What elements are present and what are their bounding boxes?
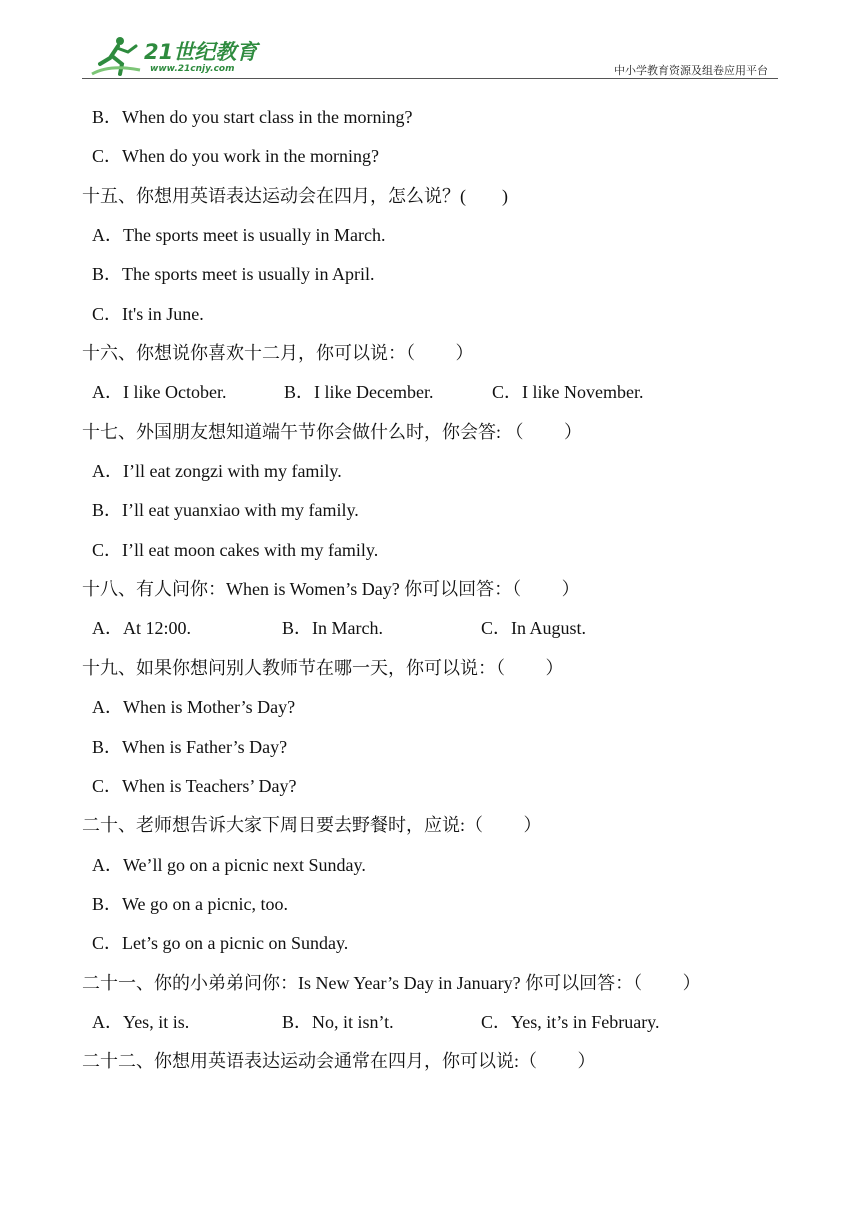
answer-option: A．I’ll eat zongzi with my family.	[92, 461, 342, 482]
question-stem: 二十二、你想用英语表达运动会通常在四月，你可以说:（ ）	[82, 1051, 596, 1072]
question-stem: 十七、外国朋友想知道端午节你会做什么时，你会答: （ ）	[82, 421, 582, 442]
header-divider	[82, 78, 778, 79]
answer-option: B．The sports meet is usually in April.	[92, 264, 375, 285]
answer-option: A．The sports meet is usually in March.	[92, 225, 386, 246]
answer-option: A．When is Mother’s Day?	[92, 697, 296, 718]
answer-option: C．It's in June.	[92, 303, 204, 324]
answer-option-row	[82, 609, 782, 648]
answer-option-row	[82, 1003, 782, 1042]
answer-option: A．At 12:00.	[92, 618, 191, 639]
answer-option: C．In August.	[481, 618, 587, 639]
question-list	[82, 98, 782, 1082]
answer-option: C．Yes, it’s in February.	[481, 1011, 660, 1032]
site-slogan: 中小学教育资源及组卷应用平台	[614, 64, 768, 77]
answer-option: B．I’ll eat yuanxiao with my family.	[92, 500, 359, 521]
question-stem: 十九、如果你想问别人教师节在哪一天，你可以说：（ ）	[82, 657, 564, 678]
logo	[90, 34, 270, 78]
answer-option: B．We go on a picnic, too.	[92, 893, 289, 914]
question-stem: 二十一、你的小弟弟问你：Is New Year’s Day in January? 你可以回答：（ ）	[82, 972, 701, 993]
logo-url: www.21cnjy.com	[150, 64, 235, 74]
runner-logo-icon	[90, 34, 142, 78]
question-stem: 十六、你想说你喜欢十二月，你可以说：（ ）	[82, 343, 474, 364]
question-stem: 十八、有人问你：When is Women’s Day? 你可以回答：（ ）	[82, 579, 580, 600]
question-stem: 十五、你想用英语表达运动会在四月，怎么说？( )	[82, 185, 508, 206]
answer-option: B．No, it isn’t.	[282, 1011, 394, 1032]
answer-option: A．We’ll go on a picnic next Sunday.	[92, 854, 366, 875]
page-header	[82, 30, 778, 82]
answer-option: A．I like October.	[92, 382, 227, 403]
answer-option: B．When do you start class in the morning?	[92, 107, 413, 127]
answer-option: A．Yes, it is.	[92, 1011, 190, 1032]
question-stem: 二十、老师想告诉大家下周日要去野餐时，应说:（ ）	[82, 815, 542, 836]
answer-option: C．Let’s go on a picnic on Sunday.	[92, 933, 349, 954]
answer-option-row	[82, 373, 782, 412]
answer-option: C．When do you work in the morning?	[92, 146, 379, 167]
logo-text: 21世纪教育	[144, 40, 258, 64]
answer-option: C．I’ll eat moon cakes with my family.	[92, 539, 379, 560]
answer-option: B．I like December.	[284, 382, 434, 403]
answer-option: C．I like November.	[492, 382, 644, 403]
answer-option: B．In March.	[282, 618, 383, 639]
answer-option: C．When is Teachers’ Day?	[92, 775, 297, 796]
answer-option: B．When is Father’s Day?	[92, 736, 288, 757]
